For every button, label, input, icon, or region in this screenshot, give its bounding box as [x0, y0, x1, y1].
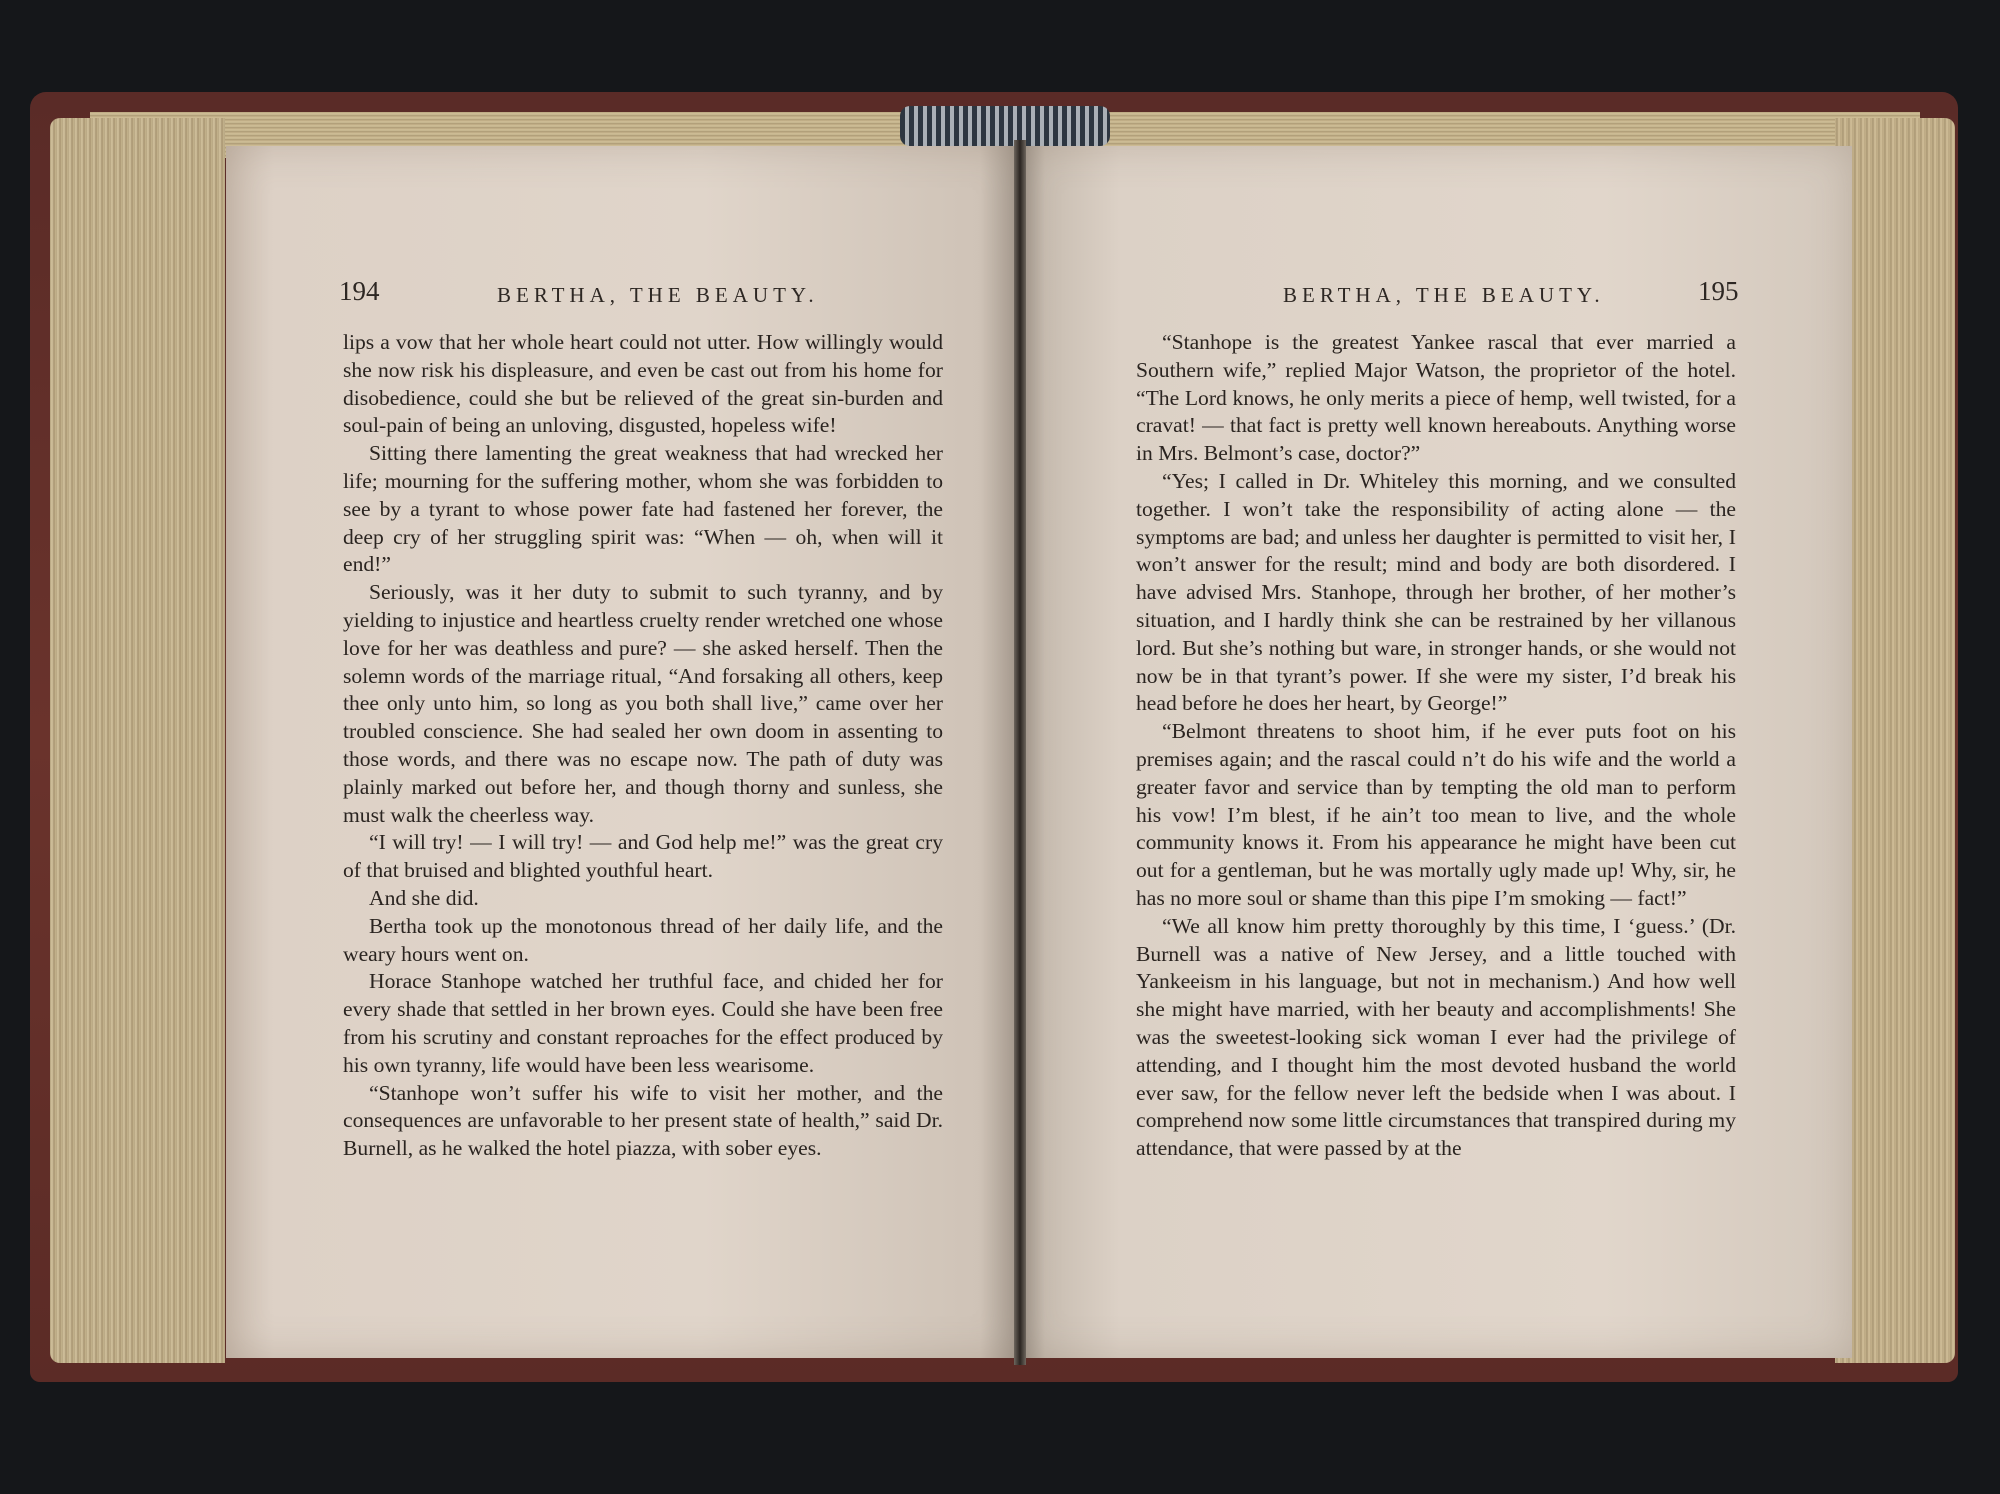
right-running-head: BERTHA, THE BEAUTY. [1283, 283, 1605, 307]
paragraph: lips a vow that her whole heart could not utter. How willingly would she now risk his displeasure, and even be cast out from his home for disobedience, could she but be relieved of the great sin-burden and soul-pain of being an unloving, disgusted, hopeless wife! [343, 330, 943, 438]
paragraph: “Yes; I called in Dr. Whiteley this morning, and we consulted together. I won’t take the responsibility of acting alone — the symptoms are bad; and unless her daughter is permitted to visit her, I won’t answer for the result; mind and body are both disordered. I have advised Mrs. Stanhope, through her brother, of her mother’s situation, and I hardly think she can be restrained by her villanous lord. But she’s nothing but ware, in stronger hands, or she would not now be in that tyrant’s power. If she were my sister, I’d break his head before he does her heart, by George!” [1136, 468, 1736, 716]
paragraph: “Belmont threatens to shoot him, if he ever puts foot on his premises again; and the rascal could n’t do his wife and the world a greater favor and service than by tempting the old man to perform his vow! I’m blest, if he ain’t too mean to live, and the whole community knows it. From his appearance he might have been cut out for a gentleman, but he was mortally ugly made up! Why, sir, he has no more soul or shame than this pipe I’m smoking — fact!” [1136, 719, 1736, 910]
paragraph: “Stanhope is the greatest Yankee rascal that ever married a Southern wife,” replied Major Watson, the proprietor of the hotel. “The Lord knows, he only merits a piece of hemp, well twisted, for a cravat! — that fact is pretty well known hereabouts. Anything worse in Mrs. Belmont’s case, doctor?” [1136, 330, 1736, 466]
left-running-head: BERTHA, THE BEAUTY. [497, 283, 819, 307]
right-page-number: 195 [1698, 276, 1739, 306]
spine-headband [900, 106, 1110, 146]
page-edges-left [50, 118, 225, 1363]
paragraph: Seriously, was it her duty to submit to such tyranny, and by yielding to injustice and heartless cruelty render wretched one whose love for her was deathless and pure? — she asked herself. Then the solemn words of the marriage ritual, “And forsaking all others, keep thee only unto him, so long as you both shall live,” came over her troubled conscience. She had sealed her own doom in assenting to those words, and there was no escape now. The path of duty was plainly marked out before her, and though thorny and sunless, she must walk the cheerless way. [343, 580, 943, 827]
paragraph: Horace Stanhope watched her truthful face, and chided her for every shade that settled in her brown eyes. Could she have been free from his scrutiny and constant reproaches for the effect produced by his own tyranny, life would have been less wearisome. [343, 969, 943, 1077]
left-page-text [343, 329, 943, 1163]
page-edges-right [1835, 118, 1955, 1363]
paragraph: “Stanhope won’t suffer his wife to visit her mother, and the consequences are unfavorable to her present state of health,” said Dr. Burnell, as he walked the hotel piazza, with sober eyes. [343, 1080, 943, 1161]
paragraph: “We all know him pretty thoroughly by this time, I ‘guess.’ (Dr. Burnell was a native of New Jersey, and a little touched with Yankeeism in his language, but not in mechanism.) And how well she might have married, with her beauty and accomplishments! She was the sweetest-looking sick woman I ever had the privilege of attending, and I thought him the most devoted husband the world ever saw, for the fellow never left the bedside when I was about. I comprehend now some little circumstances that transpired during my attendance, that were passed by at the [1136, 913, 1736, 1161]
paragraph: Bertha took up the monotonous thread of her daily life, and the weary hours went on. [343, 913, 943, 966]
paragraph: And she did. [369, 885, 479, 910]
paragraph: Sitting there lamenting the great weakness that had wrecked her life; mourning for the suffering mother, whom she was forbidden to see by a tyrant to whose power fate had fastened her forever, the deep cry of her struggling spirit was: “When — oh, when will it end!” [343, 441, 943, 577]
left-page-number: 194 [339, 276, 380, 306]
book-gutter [1014, 140, 1026, 1365]
right-page-text [1136, 329, 1736, 1163]
paragraph: “I will try! — I will try! — and God help me!” was the great cry of that bruised and blighted youthful heart. [343, 830, 943, 883]
